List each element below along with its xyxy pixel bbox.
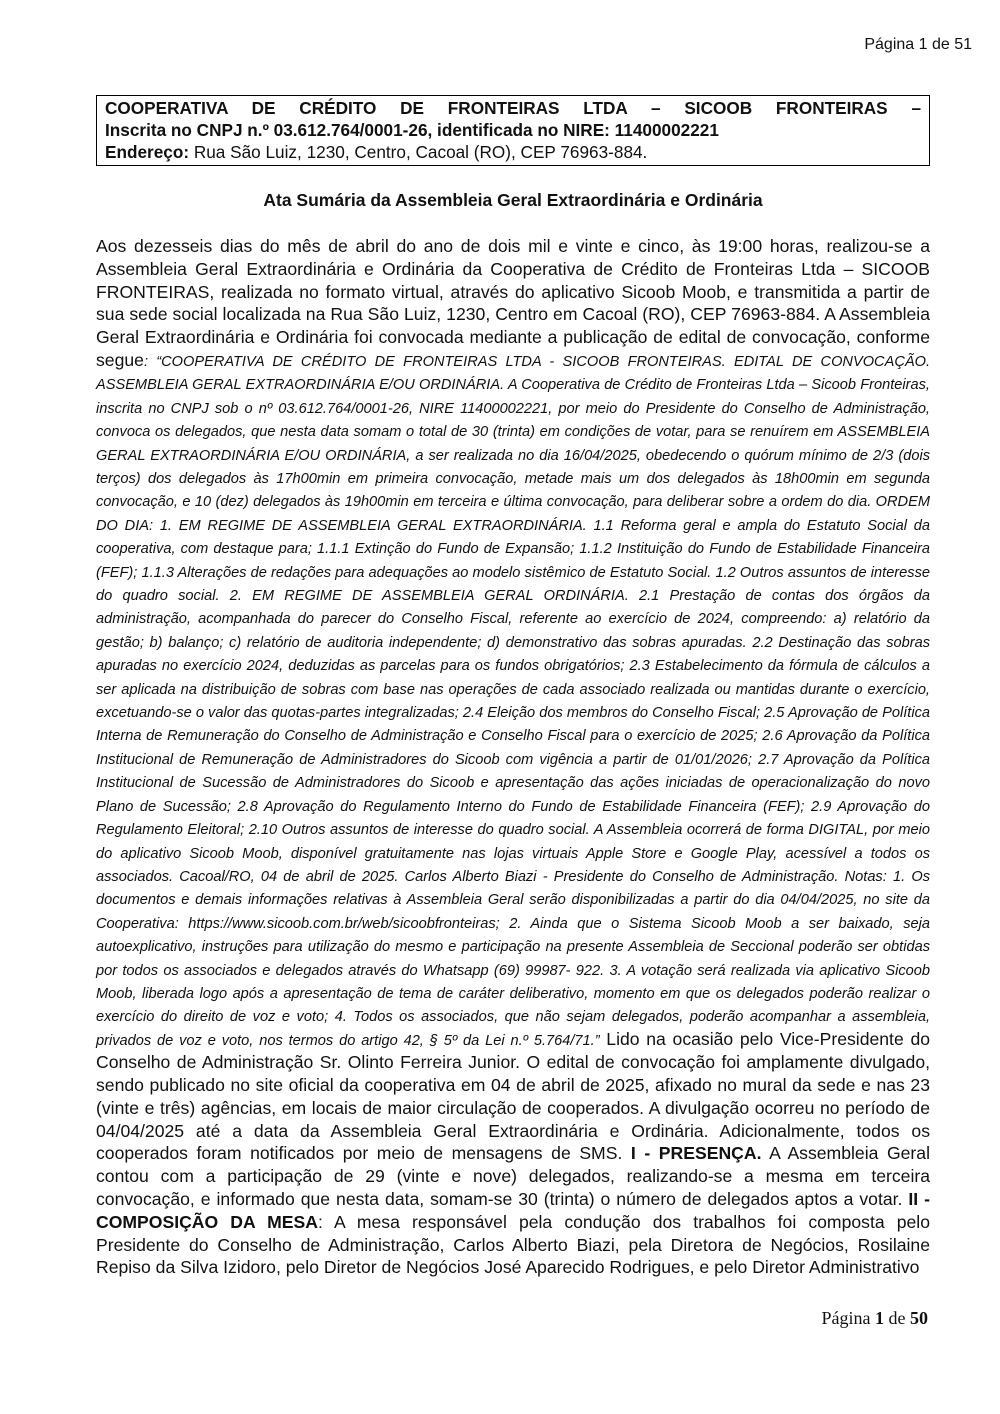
footer-of: de	[884, 1308, 910, 1328]
header-address-label: Endereço:	[105, 142, 190, 162]
header-address	[105, 141, 921, 163]
section-board-heading: II - COMPOSIÇÃO DA MESA	[96, 1188, 930, 1232]
footer-current-page: 1	[875, 1308, 884, 1328]
opening-paragraph: Aos dezesseis dias do mês de abril do ano de dois mil e vinte e cinco, às 19:00 horas, realizou-se a Assembleia Geral Extraordinária e Ordinária da Cooperativa de Crédito de Fronteiras Ltda – SICOOB FRONTEIRAS, realizada no formato virtual, através do aplicativo Sicoob Moob, e transmitida a partir de sua sede social localizada na Rua São Luiz, 1230, Centro em Cacoal (RO), CEP 76963-884. A Assembleia Geral Extraordinária e Ordinária foi convocada mediante a publicação de edital de convocação, conforme segue	[96, 236, 930, 370]
section-presence-heading: I - PRESENÇA.	[630, 1143, 762, 1164]
footer-total-pages: 50	[910, 1308, 928, 1328]
document-title: Ata Sumária da Assembleia Geral Extraordinária e Ordinária	[263, 190, 763, 210]
minutes-body	[96, 235, 930, 1279]
header-address-value: Rua São Luiz, 1230, Centro, Cacoal (RO), CEP 76963-884.	[189, 142, 648, 162]
top-page-number: Página 1 de 51	[864, 36, 972, 53]
header-company-name: COOPERATIVA DE CRÉDITO DE FRONTEIRAS LTDA – SICOOB FRONTEIRAS –	[105, 98, 921, 118]
footer-label: Página	[821, 1308, 875, 1328]
convocation-notice: : “COOPERATIVA DE CRÉDITO DE FRONTEIRAS LTDA - SICOOB FRONTEIRAS. EDITAL DE CONVOCAÇÃO. ASSEMBLEIA GERAL EXTRAORDINÁRIA E/OU ORDINÁRIA. A Cooperativa de Crédito de Fronteiras Ltda – Sicoob Fronteiras, inscrita no CNPJ sob o nº 03.612.764/0001-26, NIRE 11400002221, por meio do Presidente do Conselho de Administração, convoca os delegados, que nesta data somam o total de 30 (trinta) em condições de votar, para se renuírem em ASSEMBLEIA GERAL EXTRAORDINÁRIA E/OU ORDINÁRIA, a ser realizada no dia 16/04/2025, obedecendo o quórum mínimo de 2/3 (dois terços) dos delegados às 17h00min em primeira convocação, metade mais um dos delegados às 18h00min em segunda convocação, e 10 (dez) delegados às 19h00min em terceira e última convocação, para deliberar sobre a ordem do dia. ORDEM DO DIA: 1. EM REGIME DE ASSEMBLEIA GERAL EXTRAORDINÁRIA. 1.1 Reforma geral e ampla do Estatuto Social da cooperativa, com destaque para; 1.1.1 Extinção do Fundo de Expansão; 1.1.2 Instituição do Fundo de Estabilidade Financeira (FEF); 1.1.3 Alterações de redações para adequações ao modelo sistêmico de Estatuto Social. 1.2 Outros assuntos de interesse do quadro social. 2. EM REGIME DE ASSEMBLEIA GERAL ORDINÁRIA. 2.1 Prestação de contas dos órgãos da administração, acompanhada do parecer do Conselho Fiscal, referente ao exercício de 2024, compreendo: a) relatório da gestão; b) balanço; c) relatório de auditoria independente; d) demonstrativo das sobras apuradas. 2.2 Destinação das sobras apuradas no exercício 2024, deduzidas as parcelas para os fundos obrigatórios; 2.3 Estabelecimento da fórmula de cálculos a ser aplicada na distribuição de sobras com base nas operações de cada associado realizada ou mantidas durante o exercício, excetuando-se o valor das quotas-partes integralizadas; 2.4 Eleição dos membros do Conselho Fiscal; 2.5 Aprovação de Política Interna de Remuneração do Conselho de Administração e Conselho Fiscal para o exercício de 2025; 2.6 Aprovação da Política Institucional de Remuneração de Administradores do Sicoob com vigência a partir de 01/01/2026; 2.7 Aprovação da Política Institucional de Sucessão de Administradores do Sicoob e apresentação das ações iniciadas de operacionalização do novo Plano de Sucessão; 2.8 Aprovação do Regulamento Interno do Fundo de Estabilidade Financeira (FEF); 2.9 Aprovação do Regulamento Eleitoral; 2.10 Outros assuntos de interesse do quadro social. A Assembleia ocorrerá de forma DIGITAL, por meio do aplicativo Sicoob Moob, disponível gratuitamente nas lojas virtuais Apple Store e Google Play, acessível a todos os associados. Cacoal/RO, 04 de abril de 2025. Carlos Alberto Biazi - Presidente do Conselho de Administração. Notas: 1. Os documentos e demais informações relativas à Assembleia Geral serão disponibilizadas a partir do dia 04/04/2025, no site da Cooperativa: https://www.sicoob.com.br/web/sicoobfronteiras; 2. Ainda que o Sistema Sicoob Moob a ser baixado, seja autoexplicativo, instruções para utilização do mesmo e participação na presente Assembleia de Seccional poderão ser obtidas por todos os associados e delegados através do Whatsapp (69) 99987- 922. 3. A votação será realizada via aplicativo Sicoob Moob, liberada logo após a apresentação de tema de caráter deliberativo, momento em que os delegados poderão realizar o exercício do direito de voz e voto; 4. Todos os associados, que não sejam delegados, poderão acompanhar a assembleia, privados de voz e voto, nos termos do artigo 42, § 5º da Lei n.º 5.764/71.”	[96, 353, 930, 1049]
footer-page-number	[822, 1308, 929, 1329]
header-box	[96, 95, 930, 166]
presence-paragraph: A Assembleia Geral contou com a participação de 29 (vinte e nove) delegados, realizando-se a mesma em terceira convocação, e informado que nesta data, somam-se 30 (trinta) o número de delegados aptos a votar.	[96, 1143, 930, 1209]
reading-paragraph: Lido na ocasião pelo Vice-Presidente do Conselho de Administração Sr. Olinto Ferreira Junior. O edital de convocação foi amplamente divulgado, sendo publicado no site oficial da cooperativa em 04 de abril de 2025, afixado no mural da sede e nas 23 (vinte e três) agências, em locais de maior circulação de cooperados. A divulgação ocorreu no período de 04/04/2025 até a data da Assembleia Geral Extraordinária e Ordinária. Adicionalmente, todos os cooperados foram notificados por meio de mensagens de SMS.	[96, 1028, 931, 1164]
board-paragraph: : A mesa responsável pela condução dos trabalhos foi composta pelo Presidente do Conselho de Administração, Carlos Alberto Biazi, pela Diretora de Negócios, Rosilaine Repiso da Silva Izidoro, pelo Diretor de Negócios José Aparecido Rodrigues, e pelo Diretor Administrativo	[96, 1211, 930, 1278]
header-registration: Inscrita no CNPJ n.º 03.612.764/0001-26, identificada no NIRE: 11400002221	[105, 120, 719, 140]
